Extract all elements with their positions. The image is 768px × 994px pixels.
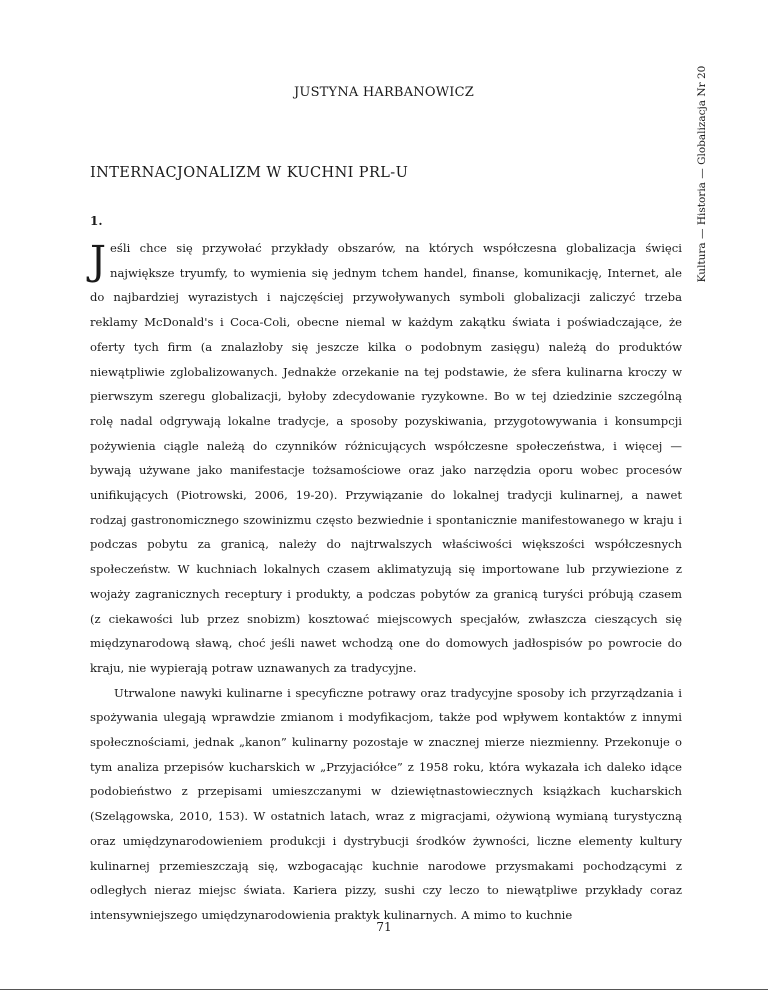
journal-running-head: Kultura — Historia — Globalizacja Nr 20 bbox=[696, 65, 708, 283]
article-title: INTERNACJONALIZM W KUCHNI PRL-U bbox=[90, 165, 409, 181]
paragraph-1 bbox=[90, 236, 682, 681]
page-number: 71 bbox=[376, 920, 392, 934]
paragraph-1-text: eśli chce się przywołać przykłady obszarów, na których współczesna globalizacja święci największe tryumfy, to wymienia się jednym tchem handel, finanse, komunikację, Internet, ale do najbardziej wyrazistych i najczęściej przywoływanych symboli globalizacji zaliczyć trzeba reklamy McDonald's i Coca-Coli, obecne niemal w każdym zakątku świata i poświadczające, że oferty tych firm (a znalazłoby się jeszcze kilka o podobnym zasięgu) należą do produktów niewątpliwie zglobalizowanych. Jednakże orzekanie na tej podstawie, że sfera kulinarna kroczy w pierwszym szeregu globalizacji, byłoby zdecydowanie ryzykowne. Bo w tej dziedzinie szczególną rolę nadal odgrywają lokalne tradycje, a sposoby pozyskiwania, przygotowywania i konsumpcji pożywienia ciągle należą do czynników różnicujących współczesne społeczeństwa, i więcej — bywają używane jako manifestacje tożsamościowe oraz jako narzędzia oporu wobec procesów unifikujących (Piotrowski, 2006, 19-20). Przywiązanie do lokalnej tradycji kulinarnej, a nawet rodzaj gastronomicznego szowinizmu często bezwiednie i spontanicznie manifestowanego w kraju i podczas pobytu za granicą, należy do najtrwalszych właściwości większości współczesnych społeczeństw. W kuchniach lokalnych czasem aklimatyzują się importowane lub przywiezione z wojaży zagranicznych receptury i produkty, a podczas pobytów za granicą turyści próbują czasem (z ciekawości lub przez snobizm) kosztować miejscowych specjałów, zwłaszcza cieszących się międzynarodową sławą, choć jeśli nawet wchodzą one do domowych jadłospisów po powrocie do kraju, nie wypierają potraw uznawanych za tradycyjne. bbox=[90, 241, 682, 675]
drop-cap: J bbox=[90, 238, 107, 284]
bottom-rule bbox=[0, 989, 768, 990]
article-body bbox=[90, 236, 682, 928]
author-name: JUSTYNA HARBANOWICZ bbox=[294, 85, 474, 100]
paragraph-2: Utrwalone nawyki kulinarne i specyficzne potrawy oraz tradycyjne sposoby ich przyrządzania i spożywania ulegają wprawdzie zmianom i modyfikacjom, także pod wpływem kontaktów z innymi społecznościami, jednak „kanon” kulinarny pozostaje w znacznej mierze niezmienny. Przekonuje o tym analiza przepisów kucharskich w „Przyjaciółce” z 1958 roku, która wykazała ich daleko idące podobieństwo z przepisami umieszczanymi w dziewiętnastowiecznych książkach kucharskich (Szelągowska, 2010, 153). W ostatnich latach, wraz z migracjami, ożywioną wymianą turystyczną oraz umiędzynarodowieniem produkcji i dystrybucji środków żywności, liczne elementy kultury kulinarnej przemieszczają się, wzbogacając kuchnie narodowe przysmakami pochodzącymi z odległych nieraz miejsc świata. Kariera pizzy, sushi czy leczo to niewątpliwe przykłady coraz intensywniejszego umiędzynarodowienia praktyk kulinarnych. A mimo to kuchnie bbox=[90, 685, 682, 922]
section-number: 1. bbox=[90, 214, 103, 228]
